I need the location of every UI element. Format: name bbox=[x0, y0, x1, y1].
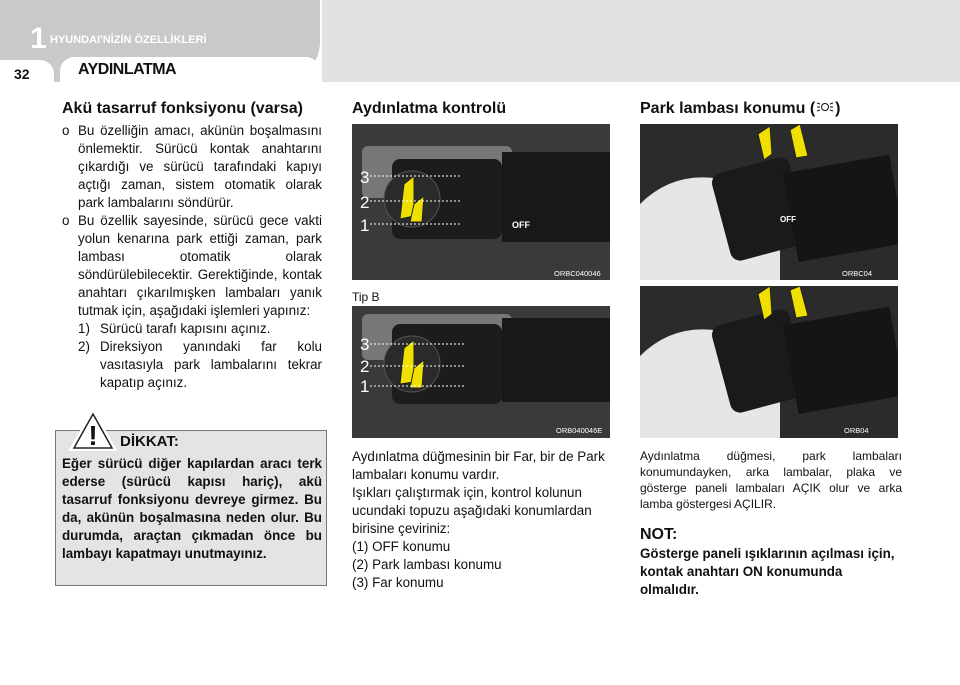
step-item bbox=[78, 338, 322, 392]
warning-body: Eğer sürücü diğer kapılardan aracı terk ederse (sürücü kapısı hariç), akü tasarruf fonksiyonu devreye girmez. Bu da, akünün boşalmasına neden olur. Bu durumda, araçtan çıkmadan önce bu lambayı kapatmayı unutmayınız. bbox=[62, 456, 322, 561]
bullet-mark: o bbox=[62, 213, 70, 228]
hand-switch-photo-tip-a bbox=[640, 124, 898, 280]
column-battery-saver bbox=[62, 100, 322, 392]
note-title: NOT: bbox=[640, 526, 678, 543]
image-code: ORBC040046 bbox=[554, 269, 601, 278]
off-label: OFF bbox=[512, 220, 530, 230]
header-right-band bbox=[322, 0, 960, 82]
step-text: Direksiyon yanındaki far kolu vasıtasıyla park lambalarını tekrar kapatıp açınız. bbox=[100, 339, 322, 390]
position-item: (1) OFF konumu bbox=[352, 539, 451, 554]
warning-symbol: ! bbox=[88, 420, 98, 451]
hand-switch-illustration bbox=[640, 124, 898, 280]
warning-triangle-icon bbox=[68, 408, 118, 452]
park-light-heading-suffix: ) bbox=[835, 100, 841, 117]
light-switch-illustration bbox=[352, 306, 610, 438]
switch-number: 3 bbox=[360, 168, 370, 187]
step-number: 2) bbox=[78, 339, 90, 354]
image-code: ORBC04 bbox=[842, 269, 873, 278]
switch-number: 1 bbox=[360, 377, 370, 396]
hand-switch-photo-tip-b bbox=[640, 286, 898, 438]
bullet-text: Bu özellik sayesinde, sürücü gece vakti yolun kenarına park ettiği zaman, park lambası otomatik olarak söndürülebilecektir. Gerektiğinde, kontak anahtarı çıkarılmışken lambaları yanık tutmak için, aşağıdaki işlemleri yapınız: bbox=[78, 213, 322, 318]
position-item: (3) Far konumu bbox=[352, 575, 444, 590]
chapter-number: 1 bbox=[30, 22, 47, 55]
paragraph: Aydınlatma düğmesinin bir Far, bir de Park lambaları konumu vardır. bbox=[352, 449, 605, 482]
bullet-item bbox=[62, 212, 322, 392]
step-text: Sürücü tarafı kapısını açınız. bbox=[100, 321, 271, 336]
switch-photo-tip-a bbox=[352, 124, 610, 280]
bullet-text: Bu özelliğin amacı, akünün boşalmasını önlemektir. Sürücü kontak anahtarını çıkardığı ve sürücü tarafındaki kapıyı açtığı zaman, sistem otomatik olarak park lambalarını söndürür. bbox=[78, 123, 322, 210]
park-light-paragraph: Aydınlatma düğmesi, park lambaları konumundayken, arka lambalar, plaka ve gösterge paneli lambaları AÇIK olur ve arka lamba göstergesi AÇILIR. bbox=[640, 449, 902, 511]
switch-number: 1 bbox=[360, 216, 370, 235]
warning-title: DİKKAT: bbox=[120, 433, 179, 450]
image-code: ORB040046E bbox=[556, 426, 603, 435]
note-body: Gösterge paneli ışıklarının açılması için, kontak anahtarı ON konumunda olmalıdır. bbox=[640, 546, 895, 597]
step-number: 1) bbox=[78, 321, 90, 336]
paragraph: Işıkları çalıştırmak için, kontrol kolunun ucundaki topuzu aşağıdaki konumlardan birisine çeviriniz: bbox=[352, 485, 592, 536]
page-number: 32 bbox=[14, 66, 30, 82]
switch-number: 2 bbox=[360, 193, 370, 212]
section-title: AYDINLATMA bbox=[78, 61, 177, 78]
column-park-light bbox=[640, 100, 902, 118]
lighting-control-body bbox=[352, 448, 610, 592]
lighting-control-heading: Aydınlatma kontrolü bbox=[352, 100, 507, 117]
battery-saver-heading: Akü tasarruf fonksiyonu (varsa) bbox=[62, 100, 303, 117]
step-item bbox=[78, 320, 322, 338]
switch-number: 2 bbox=[360, 357, 370, 376]
park-light-heading bbox=[640, 100, 902, 118]
bullet-mark: o bbox=[62, 123, 70, 138]
off-label: OFF bbox=[780, 215, 796, 224]
position-item: (2) Park lambası konumu bbox=[352, 557, 502, 572]
hand-switch-illustration bbox=[640, 286, 898, 438]
tip-b-label: Tip B bbox=[352, 290, 380, 304]
light-switch-illustration bbox=[352, 124, 610, 280]
column-lighting-control bbox=[352, 100, 612, 118]
battery-saver-body bbox=[62, 122, 322, 392]
park-light-icon bbox=[815, 100, 835, 114]
park-light-heading-prefix: Park lambası konumu ( bbox=[640, 100, 816, 117]
bullet-item bbox=[62, 122, 322, 212]
chapter-title: HYUNDAI'NİZİN ÖZELLİKLERİ bbox=[50, 34, 207, 46]
switch-photo-tip-b bbox=[352, 306, 610, 438]
image-code: ORB04 bbox=[844, 426, 869, 435]
switch-number: 3 bbox=[360, 335, 370, 354]
